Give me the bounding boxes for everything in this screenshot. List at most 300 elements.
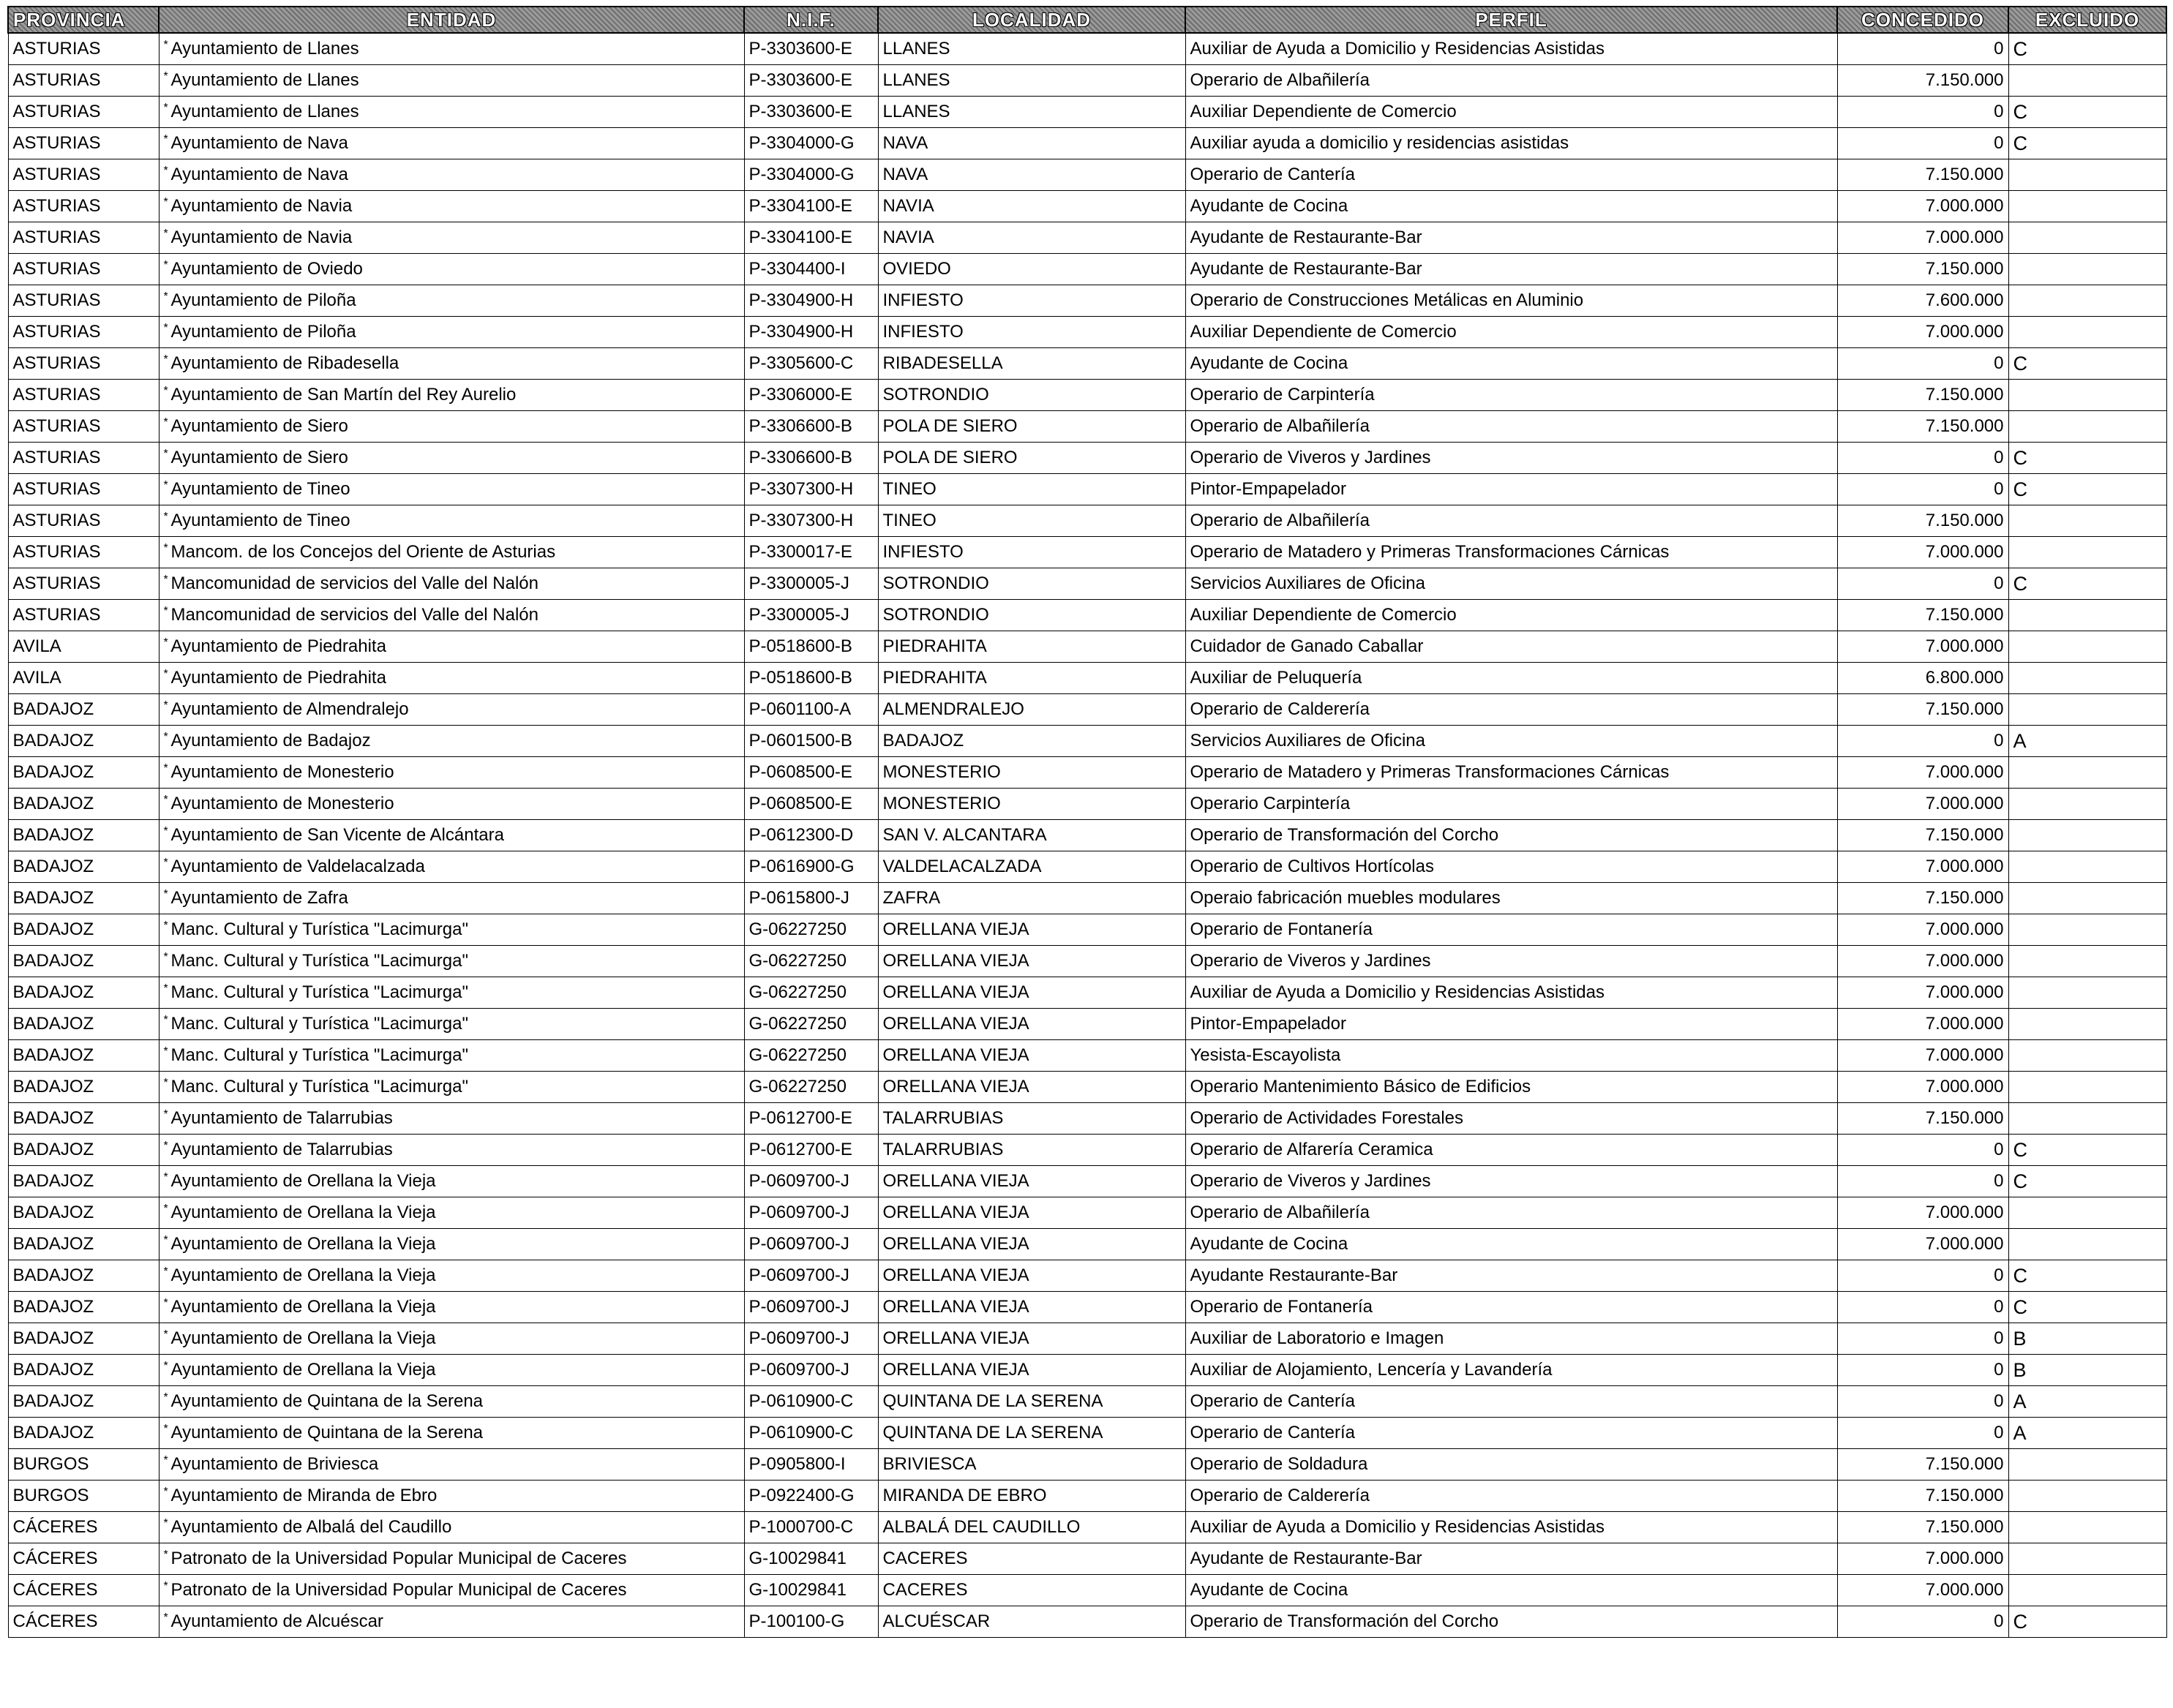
cell-entidad (159, 663, 744, 694)
table-row (8, 820, 2166, 851)
cell-perfil: Operario de Albañilería (1185, 65, 1837, 97)
cell-entidad (159, 159, 744, 191)
cell-nif: P-0601500-B (744, 726, 878, 757)
cell-excluido (2008, 600, 2166, 631)
cell-excluido (2008, 1543, 2166, 1575)
table-row (8, 914, 2166, 946)
cell-concedido: 7.150.000 (1837, 694, 2008, 726)
table-row (8, 443, 2166, 474)
bullet-mark: * (163, 888, 168, 900)
bullet-mark: * (163, 1140, 168, 1152)
bullet-mark: * (163, 1077, 168, 1089)
cell-provincia: BADAJOZ (8, 1103, 159, 1135)
cell-localidad: ALBALÁ DEL CAUDILLO (878, 1512, 1185, 1543)
cell-provincia: ASTURIAS (8, 537, 159, 568)
cell-concedido: 0 (1837, 1355, 2008, 1386)
cell-localidad: ORELLANA VIEJA (878, 914, 1185, 946)
cell-localidad: OVIEDO (878, 254, 1185, 285)
cell-entidad (159, 128, 744, 159)
cell-concedido: 7.000.000 (1837, 1575, 2008, 1606)
cell-provincia: ASTURIAS (8, 128, 159, 159)
cell-entidad (159, 505, 744, 537)
cell-provincia: ASTURIAS (8, 443, 159, 474)
cell-concedido: 0 (1837, 474, 2008, 505)
table-row (8, 97, 2166, 128)
cell-localidad: INFIESTO (878, 537, 1185, 568)
cell-nif: P-3304400-I (744, 254, 878, 285)
bullet-mark: * (163, 573, 168, 586)
cell-excluido (2008, 663, 2166, 694)
cell-provincia: BADAJOZ (8, 1072, 159, 1103)
cell-entidad (159, 726, 744, 757)
cell-provincia: BADAJOZ (8, 1418, 159, 1449)
cell-concedido: 7.000.000 (1837, 537, 2008, 568)
bullet-mark: * (163, 1580, 168, 1592)
cell-nif: P-0609700-J (744, 1292, 878, 1323)
cell-perfil: Operario de Alfarería Ceramica (1185, 1135, 1837, 1166)
cell-concedido: 7.000.000 (1837, 317, 2008, 348)
cell-nif: G-10029841 (744, 1575, 878, 1606)
cell-localidad: ORELLANA VIEJA (878, 1197, 1185, 1229)
cell-localidad: NAVA (878, 159, 1185, 191)
cell-entidad (159, 694, 744, 726)
cell-entidad (159, 1575, 744, 1606)
cell-localidad: CACERES (878, 1543, 1185, 1575)
entity-name: Ayuntamiento de Alcuéscar (170, 1611, 383, 1631)
cell-nif: P-0609700-J (744, 1229, 878, 1260)
cell-nif: P-0609700-J (744, 1355, 878, 1386)
cell-provincia: ASTURIAS (8, 317, 159, 348)
cell-perfil: Operario de Soldadura (1185, 1449, 1837, 1481)
entity-name: Ayuntamiento de Valdelacalzada (170, 857, 425, 876)
cell-excluido: C (2008, 474, 2166, 505)
bullet-mark: * (163, 416, 168, 429)
entity-name: Manc. Cultural y Turística "Lacimurga" (170, 1014, 469, 1034)
cell-concedido: 0 (1837, 1166, 2008, 1197)
cell-excluido: B (2008, 1355, 2166, 1386)
cell-perfil: Operario de Fontanería (1185, 914, 1837, 946)
table-row (8, 159, 2166, 191)
cell-nif: G-10029841 (744, 1543, 878, 1575)
cell-provincia: CÁCERES (8, 1543, 159, 1575)
entity-name: Ayuntamiento de Orellana la Vieja (170, 1360, 436, 1380)
cell-perfil: Servicios Auxiliares de Oficina (1185, 726, 1837, 757)
cell-excluido: C (2008, 1606, 2166, 1638)
entity-name: Mancomunidad de servicios del Valle del Nalón (170, 605, 538, 625)
cell-localidad: ORELLANA VIEJA (878, 977, 1185, 1009)
cell-perfil: Yesista-Escayolista (1185, 1040, 1837, 1072)
table-row (8, 1355, 2166, 1386)
cell-nif: P-0608500-E (744, 789, 878, 820)
bullet-mark: * (163, 857, 168, 869)
cell-provincia: ASTURIAS (8, 600, 159, 631)
entity-name: Ayuntamiento de Orellana la Vieja (170, 1328, 436, 1348)
table-row (8, 33, 2166, 65)
entity-name: Manc. Cultural y Turística "Lacimurga" (170, 982, 469, 1002)
table-row (8, 254, 2166, 285)
cell-concedido: 7.000.000 (1837, 914, 2008, 946)
table-row (8, 694, 2166, 726)
bullet-mark: * (163, 1611, 168, 1624)
cell-localidad: ORELLANA VIEJA (878, 1355, 1185, 1386)
cell-localidad: ORELLANA VIEJA (878, 1166, 1185, 1197)
cell-nif: P-3306000-E (744, 380, 878, 411)
entity-name: Patronato de la Universidad Popular Municipal de Caceres (170, 1580, 627, 1600)
cell-concedido: 7.000.000 (1837, 1229, 2008, 1260)
table-row (8, 1009, 2166, 1040)
cell-perfil: Operario de Transformación del Corcho (1185, 820, 1837, 851)
cell-concedido: 7.150.000 (1837, 380, 2008, 411)
cell-nif: P-100100-G (744, 1606, 878, 1638)
cell-perfil: Operario de Albañilería (1185, 411, 1837, 443)
cell-perfil: Operario de Viveros y Jardines (1185, 1166, 1837, 1197)
cell-entidad (159, 1040, 744, 1072)
cell-provincia: ASTURIAS (8, 505, 159, 537)
cell-concedido: 0 (1837, 1323, 2008, 1355)
cell-entidad (159, 631, 744, 663)
cell-perfil: Operario de Cantería (1185, 159, 1837, 191)
bullet-mark: * (163, 1265, 168, 1278)
cell-perfil: Operario de Carpintería (1185, 380, 1837, 411)
cell-concedido: 0 (1837, 1386, 2008, 1418)
cell-perfil: Operario de Calderería (1185, 694, 1837, 726)
table-row (8, 1323, 2166, 1355)
cell-nif: P-3304000-G (744, 128, 878, 159)
cell-perfil: Operario de Fontanería (1185, 1292, 1837, 1323)
table-row (8, 380, 2166, 411)
entity-name: Manc. Cultural y Turística "Lacimurga" (170, 1045, 469, 1065)
cell-nif: P-3304900-H (744, 285, 878, 317)
entity-name: Ayuntamiento de Monesterio (170, 794, 394, 813)
cell-provincia: CÁCERES (8, 1575, 159, 1606)
table-row (8, 1260, 2166, 1292)
cell-excluido (2008, 694, 2166, 726)
cell-concedido: 7.000.000 (1837, 191, 2008, 222)
cell-perfil: Operario de Viveros y Jardines (1185, 443, 1837, 474)
cell-concedido: 7.000.000 (1837, 851, 2008, 883)
bullet-mark: * (163, 1454, 168, 1467)
bullet-mark: * (163, 322, 168, 334)
cell-concedido: 7.000.000 (1837, 977, 2008, 1009)
cell-perfil: Operario Carpintería (1185, 789, 1837, 820)
bullet-mark: * (163, 353, 168, 366)
cell-perfil: Auxiliar Dependiente de Comercio (1185, 317, 1837, 348)
cell-concedido: 0 (1837, 348, 2008, 380)
cell-excluido: C (2008, 568, 2166, 600)
cell-provincia: BADAJOZ (8, 820, 159, 851)
cell-perfil: Ayudante de Restaurante-Bar (1185, 222, 1837, 254)
header-perfil: PERFIL (1185, 7, 1837, 33)
cell-nif: P-3307300-H (744, 505, 878, 537)
cell-excluido: C (2008, 348, 2166, 380)
cell-nif: P-3303600-E (744, 33, 878, 65)
bullet-mark: * (163, 1486, 168, 1498)
cell-perfil: Operario de Calderería (1185, 1481, 1837, 1512)
bullet-mark: * (163, 762, 168, 775)
bullet-mark: * (163, 1014, 168, 1026)
cell-entidad (159, 222, 744, 254)
cell-entidad (159, 1072, 744, 1103)
cell-excluido (2008, 254, 2166, 285)
table-row (8, 851, 2166, 883)
cell-localidad: ORELLANA VIEJA (878, 1260, 1185, 1292)
cell-perfil: Operario Mantenimiento Básico de Edificios (1185, 1072, 1837, 1103)
grant-table (7, 6, 2167, 1638)
cell-entidad (159, 851, 744, 883)
cell-concedido: 0 (1837, 568, 2008, 600)
bullet-mark: * (163, 1517, 168, 1530)
cell-concedido: 7.000.000 (1837, 222, 2008, 254)
cell-concedido: 0 (1837, 1418, 2008, 1449)
bullet-mark: * (163, 794, 168, 806)
cell-entidad (159, 789, 744, 820)
cell-entidad (159, 1449, 744, 1481)
cell-concedido: 7.000.000 (1837, 1072, 2008, 1103)
cell-nif: P-0601100-A (744, 694, 878, 726)
table-row (8, 726, 2166, 757)
table-row (8, 568, 2166, 600)
cell-nif: P-0612700-E (744, 1103, 878, 1135)
cell-excluido (2008, 505, 2166, 537)
cell-nif: P-0518600-B (744, 631, 878, 663)
cell-entidad (159, 914, 744, 946)
cell-localidad: LLANES (878, 33, 1185, 65)
cell-entidad (159, 977, 744, 1009)
cell-nif: P-3300017-E (744, 537, 878, 568)
cell-entidad (159, 285, 744, 317)
table-row (8, 1135, 2166, 1166)
bullet-mark: * (163, 39, 168, 51)
cell-nif: P-3303600-E (744, 97, 878, 128)
entity-name: Ayuntamiento de Siero (170, 448, 348, 467)
cell-entidad (159, 1260, 744, 1292)
table-row (8, 1197, 2166, 1229)
entity-name: Ayuntamiento de Quintana de la Serena (170, 1391, 484, 1411)
cell-excluido (2008, 222, 2166, 254)
table-row (8, 1606, 2166, 1638)
cell-localidad: SOTRONDIO (878, 600, 1185, 631)
cell-perfil: Operario de Actividades Forestales (1185, 1103, 1837, 1135)
cell-provincia: BURGOS (8, 1481, 159, 1512)
cell-entidad (159, 191, 744, 222)
cell-provincia: CÁCERES (8, 1512, 159, 1543)
cell-excluido (2008, 1009, 2166, 1040)
cell-concedido: 0 (1837, 726, 2008, 757)
cell-localidad: NAVIA (878, 191, 1185, 222)
cell-excluido: C (2008, 1135, 2166, 1166)
cell-nif: P-0609700-J (744, 1166, 878, 1197)
table-row (8, 789, 2166, 820)
cell-nif: P-3300005-J (744, 600, 878, 631)
entity-name: Manc. Cultural y Turística "Lacimurga" (170, 1077, 469, 1096)
header-concedido: CONCEDIDO (1837, 7, 2008, 33)
cell-localidad: ORELLANA VIEJA (878, 1072, 1185, 1103)
cell-nif: P-0610900-C (744, 1418, 878, 1449)
cell-localidad: MIRANDA DE EBRO (878, 1481, 1185, 1512)
cell-entidad (159, 380, 744, 411)
cell-concedido: 0 (1837, 33, 2008, 65)
cell-excluido: C (2008, 1260, 2166, 1292)
cell-entidad (159, 33, 744, 65)
cell-nif: P-3306600-B (744, 443, 878, 474)
cell-localidad: TINEO (878, 505, 1185, 537)
table-row (8, 65, 2166, 97)
cell-excluido (2008, 820, 2166, 851)
cell-concedido: 7.000.000 (1837, 946, 2008, 977)
cell-provincia: BADAJOZ (8, 977, 159, 1009)
cell-entidad (159, 1481, 744, 1512)
cell-perfil: Operaio fabricación muebles modulares (1185, 883, 1837, 914)
cell-localidad: MONESTERIO (878, 789, 1185, 820)
cell-concedido: 7.000.000 (1837, 789, 2008, 820)
bullet-mark: * (163, 70, 168, 83)
cell-perfil: Ayudante de Cocina (1185, 348, 1837, 380)
cell-entidad (159, 1166, 744, 1197)
cell-excluido (2008, 883, 2166, 914)
cell-localidad: POLA DE SIERO (878, 411, 1185, 443)
cell-entidad (159, 1009, 744, 1040)
cell-perfil: Operario de Viveros y Jardines (1185, 946, 1837, 977)
cell-excluido: C (2008, 1166, 2166, 1197)
entity-name: Ayuntamiento de Llanes (170, 70, 359, 90)
cell-nif: G-06227250 (744, 914, 878, 946)
cell-excluido (2008, 1449, 2166, 1481)
bullet-mark: * (163, 102, 168, 114)
cell-localidad: PIEDRAHITA (878, 631, 1185, 663)
cell-localidad: ORELLANA VIEJA (878, 1229, 1185, 1260)
cell-concedido: 7.600.000 (1837, 285, 2008, 317)
entity-name: Ayuntamiento de Monesterio (170, 762, 394, 782)
cell-perfil: Operario de Cantería (1185, 1418, 1837, 1449)
bullet-mark: * (163, 1549, 168, 1561)
cell-perfil: Auxiliar de Alojamiento, Lencería y Lavandería (1185, 1355, 1837, 1386)
bullet-mark: * (163, 259, 168, 271)
cell-provincia: BADAJOZ (8, 851, 159, 883)
cell-excluido (2008, 380, 2166, 411)
table-row (8, 411, 2166, 443)
cell-nif: G-06227250 (744, 1072, 878, 1103)
cell-perfil: Auxiliar de Laboratorio e Imagen (1185, 1323, 1837, 1355)
cell-entidad (159, 474, 744, 505)
cell-excluido: A (2008, 1386, 2166, 1418)
entity-name: Ayuntamiento de San Vicente de Alcántara (170, 825, 504, 845)
cell-provincia: BADAJOZ (8, 757, 159, 789)
cell-provincia: ASTURIAS (8, 348, 159, 380)
bullet-mark: * (163, 227, 168, 240)
bullet-mark: * (163, 1203, 168, 1215)
bullet-mark: * (163, 542, 168, 554)
cell-nif: P-0609700-J (744, 1260, 878, 1292)
cell-entidad (159, 1323, 744, 1355)
cell-provincia: ASTURIAS (8, 285, 159, 317)
cell-provincia: ASTURIAS (8, 380, 159, 411)
cell-excluido: A (2008, 1418, 2166, 1449)
cell-concedido: 7.150.000 (1837, 159, 2008, 191)
table-row (8, 474, 2166, 505)
cell-excluido: C (2008, 1292, 2166, 1323)
cell-localidad: INFIESTO (878, 285, 1185, 317)
cell-nif: P-3305600-C (744, 348, 878, 380)
cell-perfil: Operario de Construcciones Metálicas en Aluminio (1185, 285, 1837, 317)
cell-perfil: Operario de Matadero y Primeras Transformaciones Cárnicas (1185, 537, 1837, 568)
cell-nif: P-0922400-G (744, 1481, 878, 1512)
entity-name: Patronato de la Universidad Popular Municipal de Caceres (170, 1549, 627, 1568)
cell-entidad (159, 1418, 744, 1449)
cell-excluido (2008, 1575, 2166, 1606)
cell-entidad (159, 757, 744, 789)
cell-excluido: C (2008, 97, 2166, 128)
header-entidad: ENTIDAD (159, 7, 744, 33)
cell-concedido: 0 (1837, 1135, 2008, 1166)
cell-excluido (2008, 851, 2166, 883)
table-row (8, 505, 2166, 537)
cell-provincia: BADAJOZ (8, 883, 159, 914)
cell-entidad (159, 1292, 744, 1323)
cell-entidad (159, 946, 744, 977)
bullet-mark: * (163, 479, 168, 492)
bullet-mark: * (163, 982, 168, 995)
bullet-mark: * (163, 668, 168, 680)
cell-localidad: POLA DE SIERO (878, 443, 1185, 474)
entity-name: Ayuntamiento de Albalá del Caudillo (170, 1517, 452, 1537)
cell-provincia: BADAJOZ (8, 1260, 159, 1292)
table-row (8, 128, 2166, 159)
cell-perfil: Auxiliar de Ayuda a Domicilio y Residencias Asistidas (1185, 33, 1837, 65)
table-row (8, 1575, 2166, 1606)
cell-nif: P-1000700-C (744, 1512, 878, 1543)
cell-excluido (2008, 977, 2166, 1009)
cell-entidad (159, 1386, 744, 1418)
cell-provincia: BADAJOZ (8, 1197, 159, 1229)
cell-concedido: 7.150.000 (1837, 820, 2008, 851)
bullet-mark: * (163, 636, 168, 649)
cell-concedido: 0 (1837, 1606, 2008, 1638)
cell-nif: P-3304100-E (744, 191, 878, 222)
bullet-mark: * (163, 1171, 168, 1184)
cell-excluido (2008, 1103, 2166, 1135)
cell-nif: P-0609700-J (744, 1323, 878, 1355)
entity-name: Ayuntamiento de Tineo (170, 511, 350, 530)
table-row (8, 222, 2166, 254)
cell-entidad (159, 65, 744, 97)
cell-excluido (2008, 65, 2166, 97)
table-body (8, 33, 2166, 1638)
table-row (8, 631, 2166, 663)
cell-perfil: Auxiliar Dependiente de Comercio (1185, 600, 1837, 631)
entity-name: Manc. Cultural y Turística "Lacimurga" (170, 919, 469, 939)
cell-provincia: BADAJOZ (8, 946, 159, 977)
cell-localidad: LLANES (878, 65, 1185, 97)
cell-excluido (2008, 537, 2166, 568)
bullet-mark: * (163, 196, 168, 208)
bullet-mark: * (163, 919, 168, 932)
cell-localidad: TINEO (878, 474, 1185, 505)
cell-provincia: BADAJOZ (8, 1229, 159, 1260)
cell-entidad (159, 820, 744, 851)
cell-entidad (159, 1543, 744, 1575)
cell-localidad: TALARRUBIAS (878, 1135, 1185, 1166)
cell-perfil: Pintor-Empapelador (1185, 474, 1837, 505)
cell-excluido (2008, 1512, 2166, 1543)
cell-nif: P-0616900-G (744, 851, 878, 883)
cell-nif: P-0518600-B (744, 663, 878, 694)
cell-localidad: ORELLANA VIEJA (878, 1009, 1185, 1040)
table-row (8, 348, 2166, 380)
header-row (8, 7, 2166, 33)
cell-concedido: 7.150.000 (1837, 65, 2008, 97)
cell-excluido (2008, 1229, 2166, 1260)
table-row (8, 1543, 2166, 1575)
